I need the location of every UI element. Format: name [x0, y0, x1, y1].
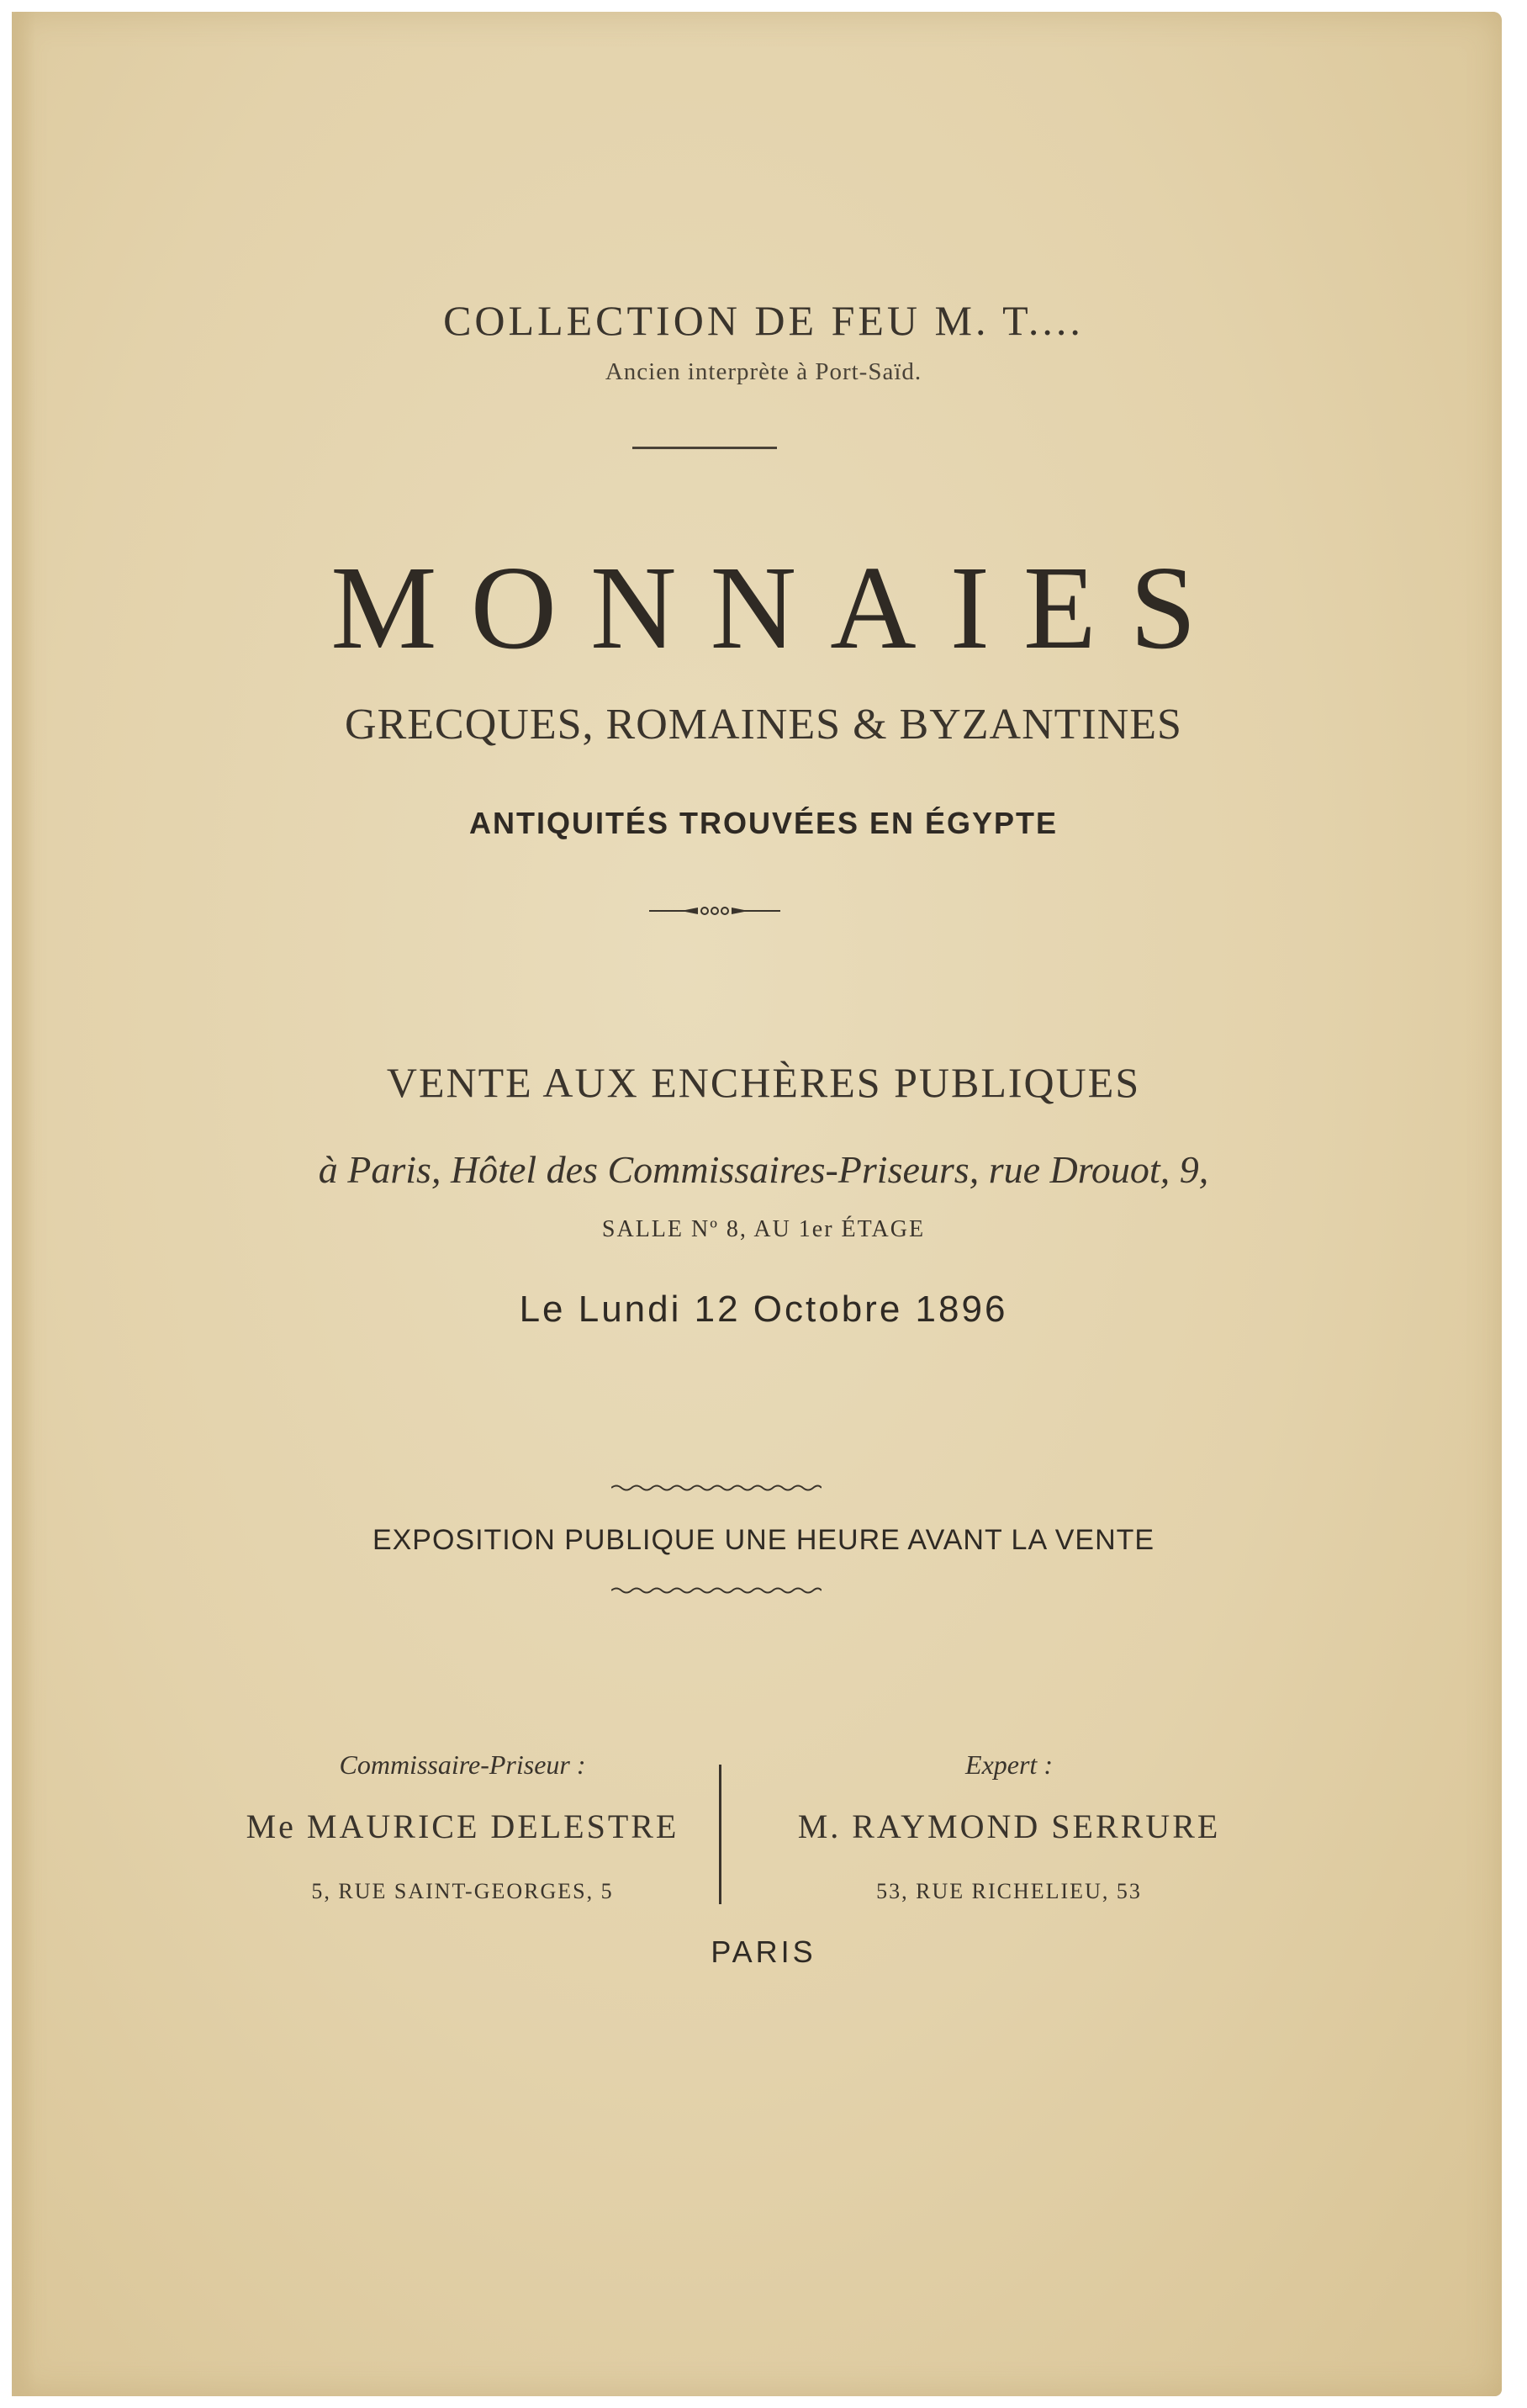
expert-name: M. RAYMOND SERRURE — [797, 1807, 1221, 1845]
sale-heading: VENTE AUX ENCHÈRES PUBLIQUES — [386, 1059, 1141, 1106]
expert-role: Expert : — [965, 1749, 1053, 1780]
auctioneer-name: Me MAURICE DELESTRE — [246, 1807, 679, 1845]
coins-subtitle: GRECQUES, ROMAINES & BYZANTINES — [345, 701, 1182, 749]
publication-city: PARIS — [711, 1934, 816, 1969]
wavy-rule-top — [611, 1482, 822, 1494]
exposition-notice: EXPOSITION PUBLIQUE UNE HEURE AVANT LA VENTE — [372, 1524, 1155, 1556]
wavy-rule-bottom — [611, 1585, 822, 1596]
main-title: MONNAIES — [330, 541, 1230, 674]
ornament-divider — [647, 900, 782, 922]
expert-address: 53, RUE RICHELIEU, 53 — [876, 1879, 1142, 1903]
auctioneer-role: Commissaire-Priseur : — [339, 1749, 586, 1780]
sale-room: SALLE Nº 8, AU 1er ÉTAGE — [601, 1216, 926, 1242]
separator-rule — [632, 447, 777, 449]
collection-heading: COLLECTION DE FEU M. T.... — [443, 297, 1084, 344]
antiquities-line: ANTIQUITÉS TROUVÉES EN ÉGYPTE — [468, 806, 1059, 840]
column-divider — [719, 1765, 721, 1904]
auctioneer-address: 5, RUE SAINT-GEORGES, 5 — [311, 1879, 614, 1903]
sale-date: Le Lundi 12 Octobre 1896 — [519, 1289, 1008, 1330]
collector-subtitle: Ancien interprète à Port-Saïd. — [605, 358, 922, 385]
sale-location: à Paris, Hôtel des Commissaires-Priseurs, rue Drouot, 9, — [318, 1148, 1209, 1191]
